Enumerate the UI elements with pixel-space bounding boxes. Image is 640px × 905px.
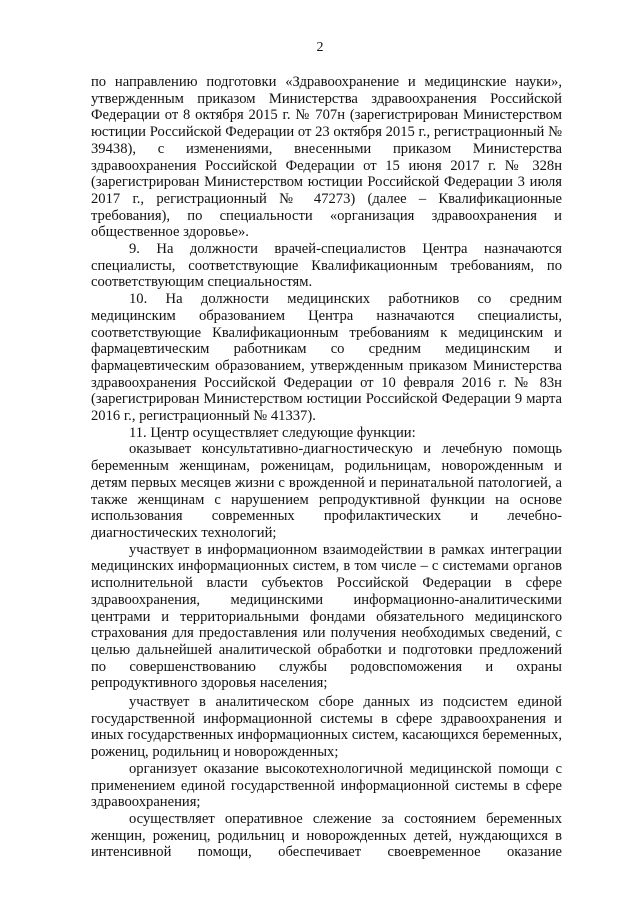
paragraph-item-11-heading: 11. Центр осуществляет следующие функции: xyxy=(129,424,416,441)
paragraph-item-9: 9. На должности врачей-специалистов Центра назначаются специалисты, соответствующие Квалификационным требованиям, по соответствующим специальностям. xyxy=(91,241,562,291)
paragraph-item-10: 10. На должности медицинских работников со средним медицинским образованием Центра назначаются специалисты, соответствующие Квалификационным требованиям к медицинским и фармацевтическим работникам со средним медицинским и фармацевтическим образованием, утвержденным приказом Министерства здравоохранения Российской Федерации от 10 февраля 2016 г. № 83н (зарегистрирован Министерством юстиции Российской Федерации 9 марта 2016 г., регистрационный № 41337). xyxy=(91,291,562,425)
function-information-exchange: участвует в информационном взаимодействии в рамках интеграции медицинских информационных систем, в том числе – с системами органов исполнительной власти субъектов Российской Федерации в сфере здравоохранения, медицинскими информационно-аналитическими центрами и территориальными фондами обязательного медицинского страхования для предоставления или получения необходимых сведений, с целью дальнейшей аналитической обработки и подготовки предложений по совершенствованию службы родовспоможения и охраны репродуктивного здоровья населения; xyxy=(91,541,562,692)
document-body xyxy=(91,74,562,861)
paragraph-qualification-requirements: по направлению подготовки «Здравоохранение и медицинские науки», утвержденным приказом Министерства здравоохранения Российской Федерации от 8 октября 2015 г. № 707н (зарегистрирован Министерством юстиции Российской Федерации от 23 октября 2015 г., регистрационный № 39438), с изменениями, внесенными приказом Министерства здравоохранения Российской Федерации от 15 июня 2017 г. № 328н (зарегистрирован Министерством юстиции Российской Федерации 3 июля 2017 г., регистрационный № 47273) (далее – Квалификационные требования), по специальности «организация здравоохранения и общественное здоровье». xyxy=(91,74,562,241)
function-consultative-care: оказывает консультативно-диагностическую и лечебную помощь беременным женщинам, роженицам, родильницам, новорожденным и детям первых месяцев жизни с врожденной и перинатальной патологией, а также женщинам с нарушением репродуктивной функции на основе использования современных профилактических и лечебно-диагностических технологий; xyxy=(91,441,562,541)
function-analytical-data-collection: участвует в аналитическом сборе данных из подсистем единой государственной информационной системы в сфере здравоохранения и иных государственных информационных систем, касающихся беременных, рожениц, родильниц и новорожденных; xyxy=(91,694,562,761)
function-high-tech-care: организует оказание высокотехнологичной медицинской помощи с применением единой государственной информационной системы в сфере здравоохранения; xyxy=(91,760,562,811)
page-number: 2 xyxy=(316,40,324,55)
function-monitoring: осуществляет оперативное слежение за состоянием беременных женщин, рожениц, родильниц и новорожденных детей, нуждающихся в интенсивной помощи, обеспечивает своевременное оказание xyxy=(91,810,562,861)
